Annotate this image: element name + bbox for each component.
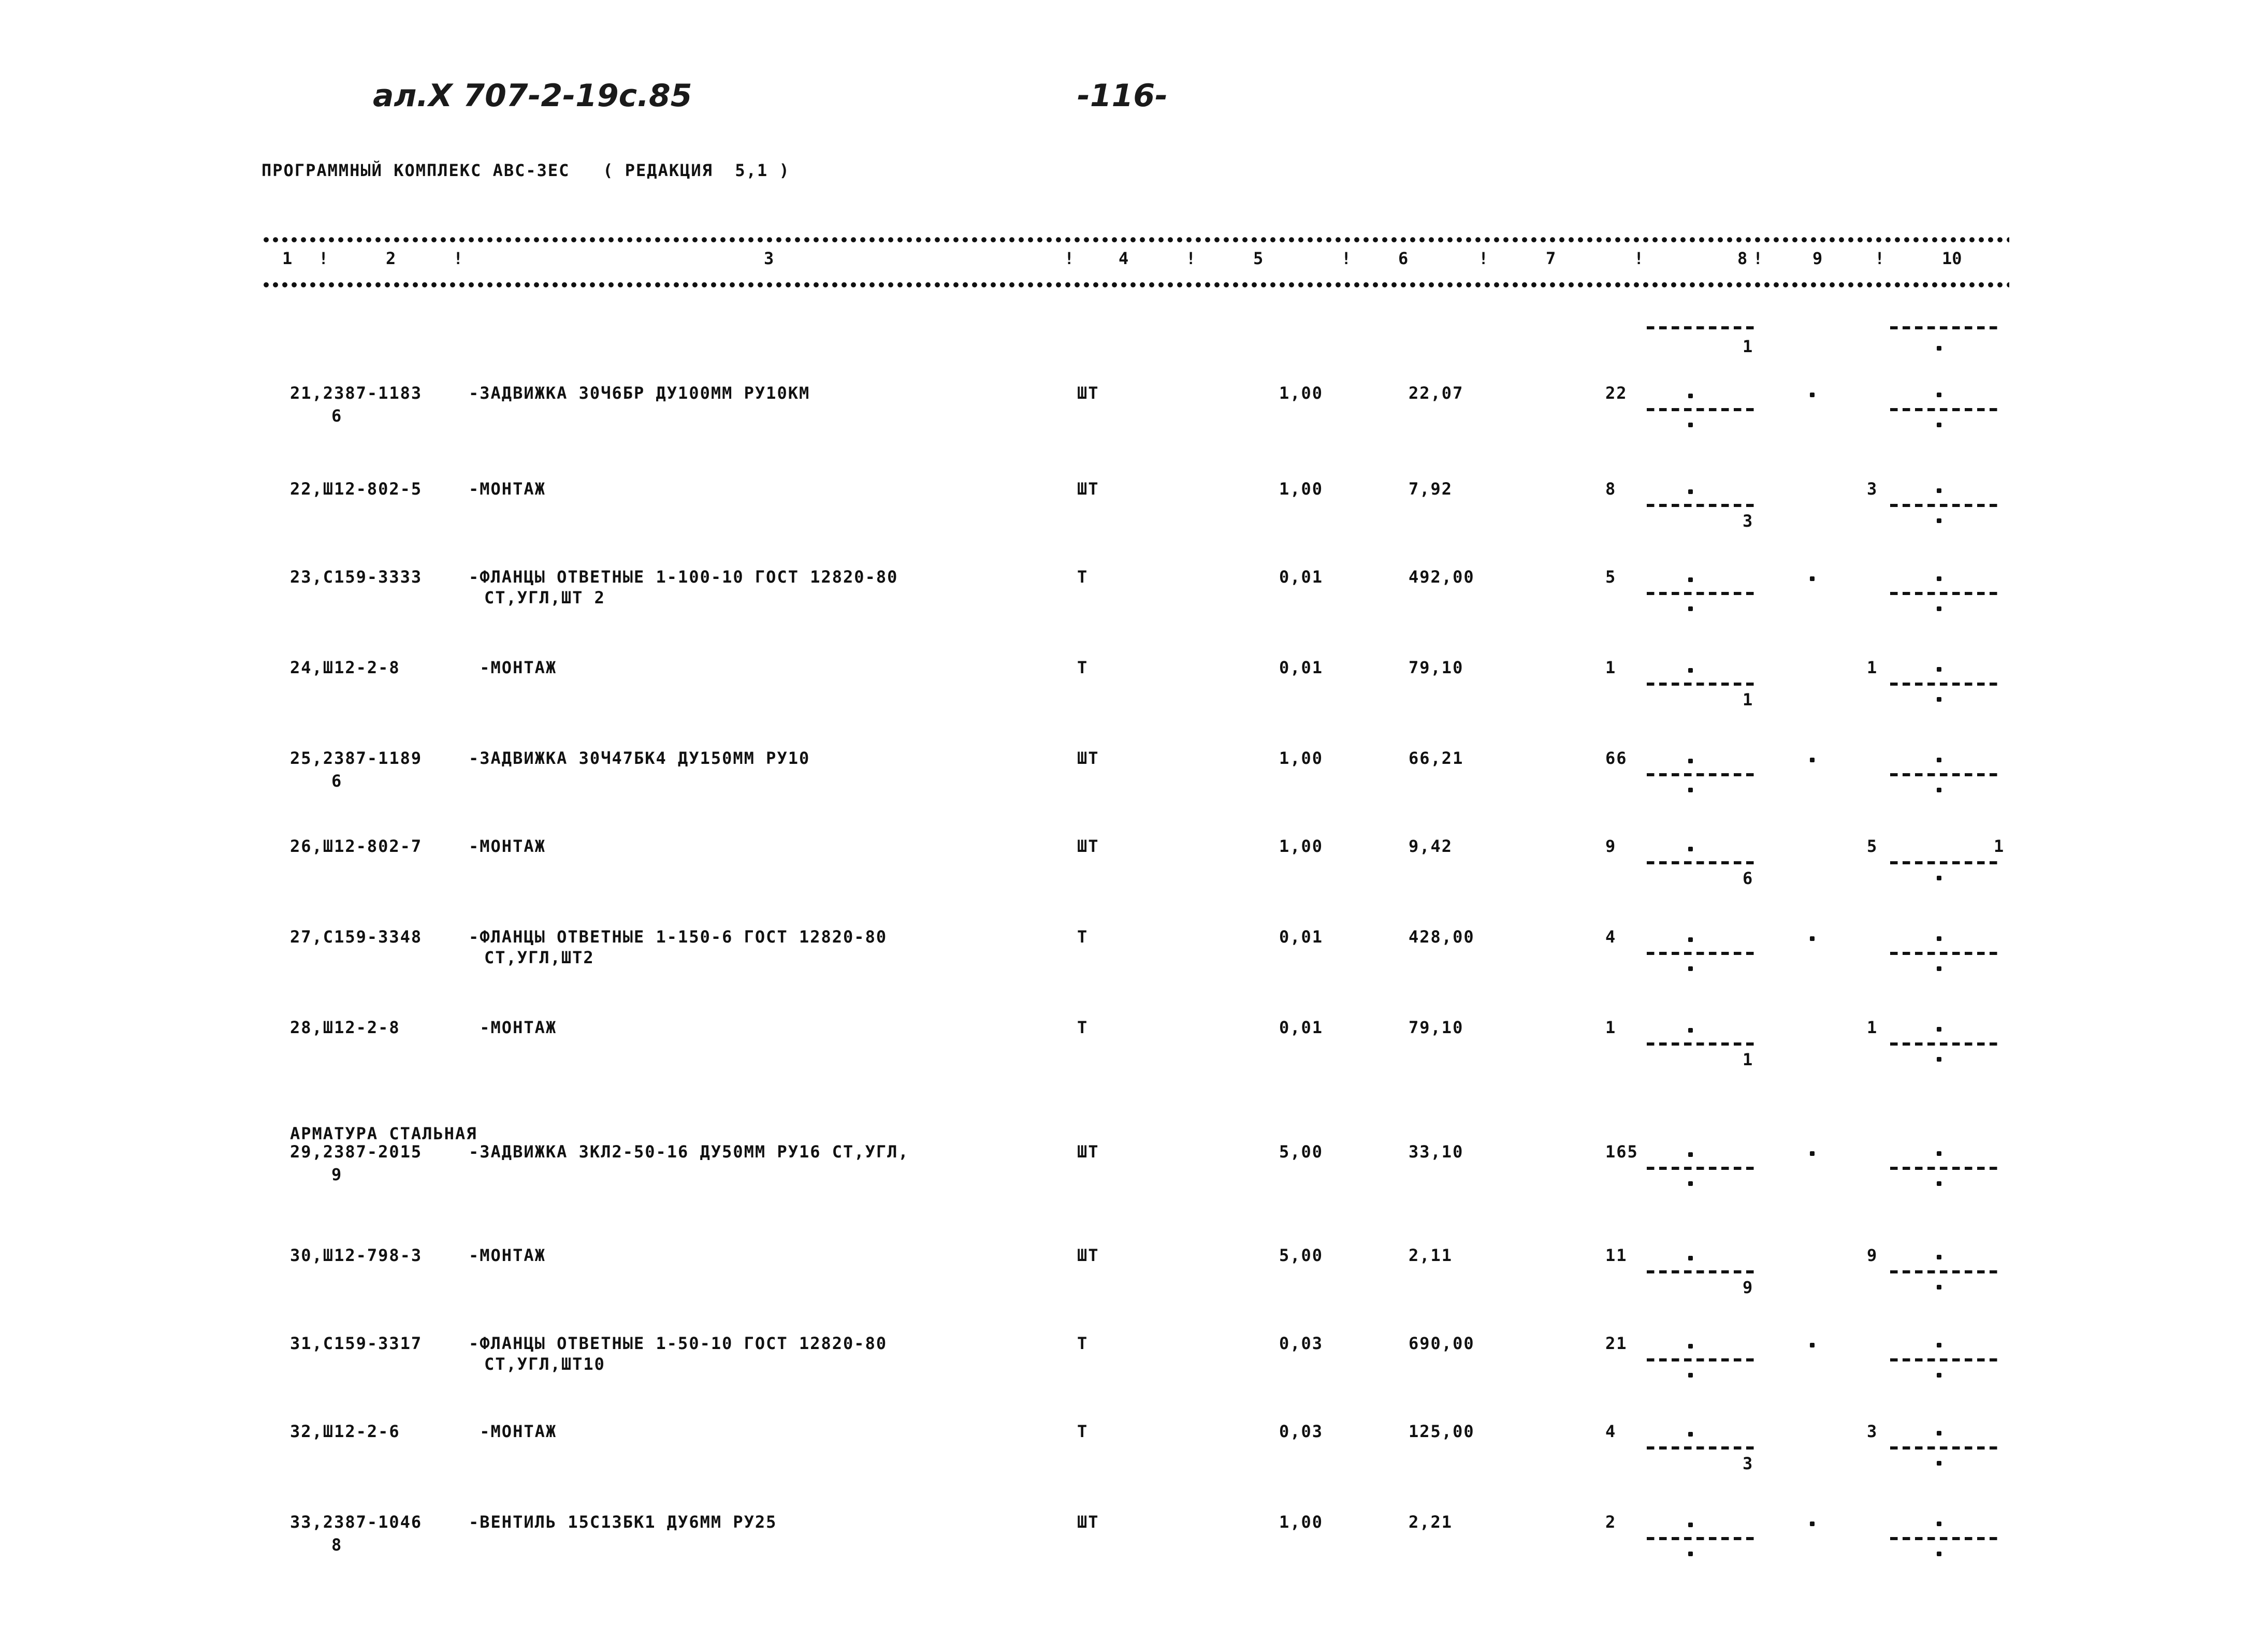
col10-dashes <box>1890 1537 1999 1540</box>
col8-dashes <box>1647 683 1756 686</box>
row-total: 165 <box>1605 1142 1638 1162</box>
row-description: -ЗАДВИЖКА 3КЛ2-50-16 ДУ50ММ РУ16 СТ,УГЛ, <box>469 1142 909 1162</box>
section-label: АРМАТУРА СТАЛЬНАЯ <box>290 1124 477 1143</box>
row-quantity: 0,03 <box>1279 1422 1324 1441</box>
row-total: 9 <box>1605 836 1617 856</box>
col8-bottom-dot <box>1688 1181 1693 1186</box>
column-number-7: 7 <box>1546 249 1556 268</box>
col10-dashes <box>1890 1358 1999 1361</box>
row-price: 2,11 <box>1409 1245 1453 1265</box>
column-separator: ! <box>453 249 463 268</box>
col10-bottom-dot <box>1937 518 1941 523</box>
row-description-line2: СТ,УГЛ,ШТ2 <box>484 948 594 967</box>
column-separator: ! <box>318 249 329 268</box>
col10-bottom-dot <box>1937 606 1941 611</box>
col10-bottom-dot <box>1937 1552 1941 1556</box>
row-price: 33,10 <box>1409 1142 1464 1162</box>
col10-dashes <box>1890 952 1999 955</box>
row-unit: ШТ <box>1077 383 1099 403</box>
col8-bottom-dot <box>1688 423 1693 427</box>
col8-dashes <box>1647 1446 1756 1450</box>
col8-bottom-value: 6 <box>1743 868 1754 888</box>
row-quantity: 1,00 <box>1279 383 1324 403</box>
row-unit: ШТ <box>1077 479 1099 499</box>
col8-dashes <box>1647 952 1756 955</box>
row-quantity: 0,03 <box>1279 1334 1324 1353</box>
column-separator: ! <box>1341 249 1352 268</box>
page-number: -116- <box>1077 78 1168 114</box>
row-description: -ВЕНТИЛЬ 15С13БК1 ДУ6ММ РУ25 <box>469 1512 777 1532</box>
col10-top-value: 1 <box>1994 836 2005 856</box>
col10-dashes <box>1890 1167 1999 1170</box>
row-code: 25,2387-1189 <box>290 748 423 768</box>
col8-dashes <box>1647 592 1756 595</box>
col10-top-dot <box>1937 488 1941 493</box>
row-unit: Т <box>1077 1422 1089 1441</box>
col8-bottom-value: 1 <box>1743 1050 1754 1069</box>
col10-bottom-dot <box>1937 1373 1941 1378</box>
col10-dashes <box>1890 1042 1999 1046</box>
row-unit: Т <box>1077 1334 1089 1353</box>
row-price: 492,00 <box>1409 567 1475 587</box>
col10-top-dashes <box>1890 326 1999 329</box>
col10-bottom-dot <box>1937 1057 1941 1062</box>
col8-top-dot <box>1688 668 1693 673</box>
col8-top-dot <box>1688 937 1693 942</box>
row-price: 690,00 <box>1409 1334 1475 1353</box>
column-separator: ! <box>1186 249 1196 268</box>
row-description: -ЗАДВИЖКА 30Ч47БК4 ДУ150ММ РУ10 <box>469 748 810 768</box>
col9-value: 3 <box>1867 479 1878 499</box>
row-unit: ШТ <box>1077 1142 1099 1162</box>
row-total: 11 <box>1605 1245 1628 1265</box>
row-total: 4 <box>1605 927 1617 947</box>
col8-top-dot <box>1688 1152 1693 1157</box>
col8-dashes <box>1647 504 1756 507</box>
row-quantity: 1,00 <box>1279 1512 1324 1532</box>
col9-dot <box>1810 393 1815 397</box>
row-code: 22,Ш12-802-5 <box>290 479 423 499</box>
col8-dashes <box>1647 773 1756 776</box>
row-unit: Т <box>1077 927 1089 947</box>
column-separator: ! <box>1875 249 1885 268</box>
col10-top-dot <box>1937 1255 1941 1259</box>
row-unit: Т <box>1077 658 1089 677</box>
col8-top-dot <box>1688 1028 1693 1033</box>
row-code: 21,2387-1183 <box>290 383 423 403</box>
row-description: -ФЛАНЦЫ ОТВЕТНЫЕ 1-50-10 ГОСТ 12820-80 <box>469 1334 888 1353</box>
col10-dashes <box>1890 683 1999 686</box>
row-description: -ФЛАНЦЫ ОТВЕТНЫЕ 1-150-6 ГОСТ 12820-80 <box>469 927 888 947</box>
col10-top-dot <box>1937 758 1941 762</box>
col10-bottom-dot <box>1937 423 1941 427</box>
row-quantity: 0,01 <box>1279 658 1324 677</box>
col8-bottom-dot <box>1688 788 1693 792</box>
col8-top-dot <box>1688 847 1693 851</box>
column-separator: ! <box>1753 249 1763 268</box>
col10-bottom-dot <box>1937 1461 1941 1466</box>
col10-top-dot <box>1937 1521 1941 1526</box>
col8-top-dot <box>1688 1432 1693 1437</box>
col10-top-dot <box>1937 576 1941 581</box>
header-top-rule <box>262 237 2009 242</box>
row-quantity: 1,00 <box>1279 479 1324 499</box>
row-total: 1 <box>1605 658 1617 677</box>
col8-dashes <box>1647 1358 1756 1361</box>
header-bottom-rule <box>262 282 2009 287</box>
row-code: 23,С159-3333 <box>290 567 423 587</box>
row-description: -МОНТАЖ <box>469 1245 546 1265</box>
row-description-line2: СТ,УГЛ,ШТ 2 <box>484 588 605 607</box>
handwritten-album-code: ал.Ⅹ 707-2-19с.85 <box>373 78 692 114</box>
col9-dot <box>1810 1343 1815 1347</box>
row-code: 27,С159-3348 <box>290 927 423 947</box>
col8-top-mark: 1 <box>1743 337 1754 356</box>
row-total: 1 <box>1605 1018 1617 1037</box>
row-quantity: 0,01 <box>1279 1018 1324 1037</box>
column-number-6: 6 <box>1398 249 1409 268</box>
row-description: -МОНТАЖ <box>469 479 546 499</box>
col8-dashes <box>1647 1167 1756 1170</box>
col10-dashes <box>1890 1270 1999 1273</box>
row-price: 125,00 <box>1409 1422 1475 1441</box>
col10-dashes <box>1890 408 1999 411</box>
row-code: 32,Ш12-2-6 <box>290 1422 400 1441</box>
row-price: 79,10 <box>1409 1018 1464 1037</box>
row-total: 5 <box>1605 567 1617 587</box>
col9-value: 5 <box>1867 836 1878 856</box>
col8-top-dot <box>1688 1256 1693 1260</box>
col10-bottom-dot <box>1937 876 1941 880</box>
col8-dashes <box>1647 861 1756 864</box>
col8-top-dot <box>1688 394 1693 398</box>
col8-bottom-dot <box>1688 606 1693 611</box>
col10-top-dot <box>1937 1151 1941 1156</box>
row-quantity: 1,00 <box>1279 748 1324 768</box>
row-price: 7,92 <box>1409 479 1453 499</box>
row-total: 66 <box>1605 748 1628 768</box>
col8-top-dot <box>1688 1344 1693 1349</box>
col8-bottom-dot <box>1688 1373 1693 1378</box>
col10-dashes <box>1890 504 1999 507</box>
col8-bottom-dot <box>1688 966 1693 971</box>
col9-value: 3 <box>1867 1422 1878 1441</box>
column-number-4: 4 <box>1119 249 1129 268</box>
col10-bottom-dot <box>1937 966 1941 971</box>
col10-top-dot <box>1937 1431 1941 1436</box>
row-quantity: 0,01 <box>1279 567 1324 587</box>
col10-bottom-dot <box>1937 1181 1941 1186</box>
row-code: 31,С159-3317 <box>290 1334 423 1353</box>
row-description-line2: СТ,УГЛ,ШТ10 <box>484 1354 605 1374</box>
column-number-10: 10 <box>1942 249 1962 268</box>
col10-dashes <box>1890 861 1999 864</box>
col8-bottom-dot <box>1688 1552 1693 1556</box>
col8-dashes <box>1647 408 1756 411</box>
column-number-8: 8 <box>1737 249 1748 268</box>
row-price: 2,21 <box>1409 1512 1453 1532</box>
col9-value: 1 <box>1867 1018 1878 1037</box>
column-separator: ! <box>1634 249 1644 268</box>
col9-dot <box>1810 1151 1815 1156</box>
col8-bottom-value: 3 <box>1743 1454 1754 1473</box>
col9-dot <box>1810 758 1815 762</box>
col10-top-dot <box>1937 1343 1941 1347</box>
row-description: -МОНТАЖ <box>469 836 546 856</box>
row-price: 9,42 <box>1409 836 1453 856</box>
col8-top-dot <box>1688 1523 1693 1527</box>
column-number-5: 5 <box>1253 249 1264 268</box>
column-number-9: 9 <box>1812 249 1823 268</box>
col10-top-dot <box>1937 667 1941 672</box>
col9-dot <box>1810 1521 1815 1526</box>
row-description: -МОНТАЖ <box>469 1422 557 1441</box>
column-separator: ! <box>1064 249 1075 268</box>
row-sub-number: 8 <box>331 1535 343 1555</box>
row-total: 4 <box>1605 1422 1617 1441</box>
col8-dashes <box>1647 1537 1756 1540</box>
row-description: -МОНТАЖ <box>469 1018 557 1037</box>
row-unit: ШТ <box>1077 748 1099 768</box>
col9-value: 1 <box>1867 658 1878 677</box>
col8-bottom-value: 1 <box>1743 690 1754 709</box>
row-quantity: 5,00 <box>1279 1142 1324 1162</box>
row-code: 29,2387-2015 <box>290 1142 423 1162</box>
col10-top-dot <box>1937 393 1941 397</box>
row-total: 21 <box>1605 1334 1628 1353</box>
row-price: 428,00 <box>1409 927 1475 947</box>
row-price: 66,21 <box>1409 748 1464 768</box>
row-unit: ШТ <box>1077 1245 1099 1265</box>
row-description: -МОНТАЖ <box>469 658 557 677</box>
col8-bottom-value: 3 <box>1743 511 1754 531</box>
row-total: 22 <box>1605 383 1628 403</box>
col10-top-dot <box>1937 1027 1941 1032</box>
row-total: 8 <box>1605 479 1617 499</box>
col8-top-dot <box>1688 489 1693 494</box>
col10-dashes <box>1890 1446 1999 1450</box>
program-title: ПРОГРАММНЫЙ КОМПЛЕКС АВС-3ЕС ( РЕДАКЦИЯ 5,1 ) <box>262 161 790 180</box>
row-quantity: 1,00 <box>1279 836 1324 856</box>
col9-dot <box>1810 936 1815 941</box>
row-sub-number: 6 <box>331 771 343 791</box>
col10-top-dot <box>1937 346 1941 351</box>
column-number-1: 1 <box>282 249 293 268</box>
row-quantity: 5,00 <box>1279 1245 1324 1265</box>
column-number-2: 2 <box>386 249 396 268</box>
row-price: 22,07 <box>1409 383 1464 403</box>
row-code: 30,Ш12-798-3 <box>290 1245 423 1265</box>
row-code: 28,Ш12-2-8 <box>290 1018 400 1037</box>
col10-bottom-dot <box>1937 788 1941 792</box>
col8-bottom-value: 9 <box>1743 1278 1754 1297</box>
col8-top-dot <box>1688 577 1693 582</box>
col10-dashes <box>1890 773 1999 776</box>
col9-value: 9 <box>1867 1245 1878 1265</box>
row-code: 26,Ш12-802-7 <box>290 836 423 856</box>
col10-bottom-dot <box>1937 1285 1941 1289</box>
row-code: 24,Ш12-2-8 <box>290 658 400 677</box>
row-price: 79,10 <box>1409 658 1464 677</box>
col10-dashes <box>1890 592 1999 595</box>
row-quantity: 0,01 <box>1279 927 1324 947</box>
col10-top-dot <box>1937 936 1941 941</box>
col9-dot <box>1810 576 1815 581</box>
col8-dashes <box>1647 1042 1756 1046</box>
row-unit: ШТ <box>1077 1512 1099 1532</box>
row-unit: Т <box>1077 567 1089 587</box>
row-unit: Т <box>1077 1018 1089 1037</box>
col8-top-dot <box>1688 759 1693 763</box>
col8-dashes <box>1647 1270 1756 1273</box>
row-total: 2 <box>1605 1512 1617 1532</box>
column-number-3: 3 <box>764 249 774 268</box>
row-code: 33,2387-1046 <box>290 1512 423 1532</box>
row-description: -ЗАДВИЖКА 30Ч6БР ДУ100ММ РУ10КМ <box>469 383 810 403</box>
row-unit: ШТ <box>1077 836 1099 856</box>
row-sub-number: 6 <box>331 406 343 426</box>
col10-bottom-dot <box>1937 697 1941 702</box>
row-description: -ФЛАНЦЫ ОТВЕТНЫЕ 1-100-10 ГОСТ 12820-80 <box>469 567 898 587</box>
column-separator: ! <box>1478 249 1489 268</box>
col8-top-dashes <box>1647 326 1756 329</box>
row-sub-number: 9 <box>331 1165 343 1184</box>
